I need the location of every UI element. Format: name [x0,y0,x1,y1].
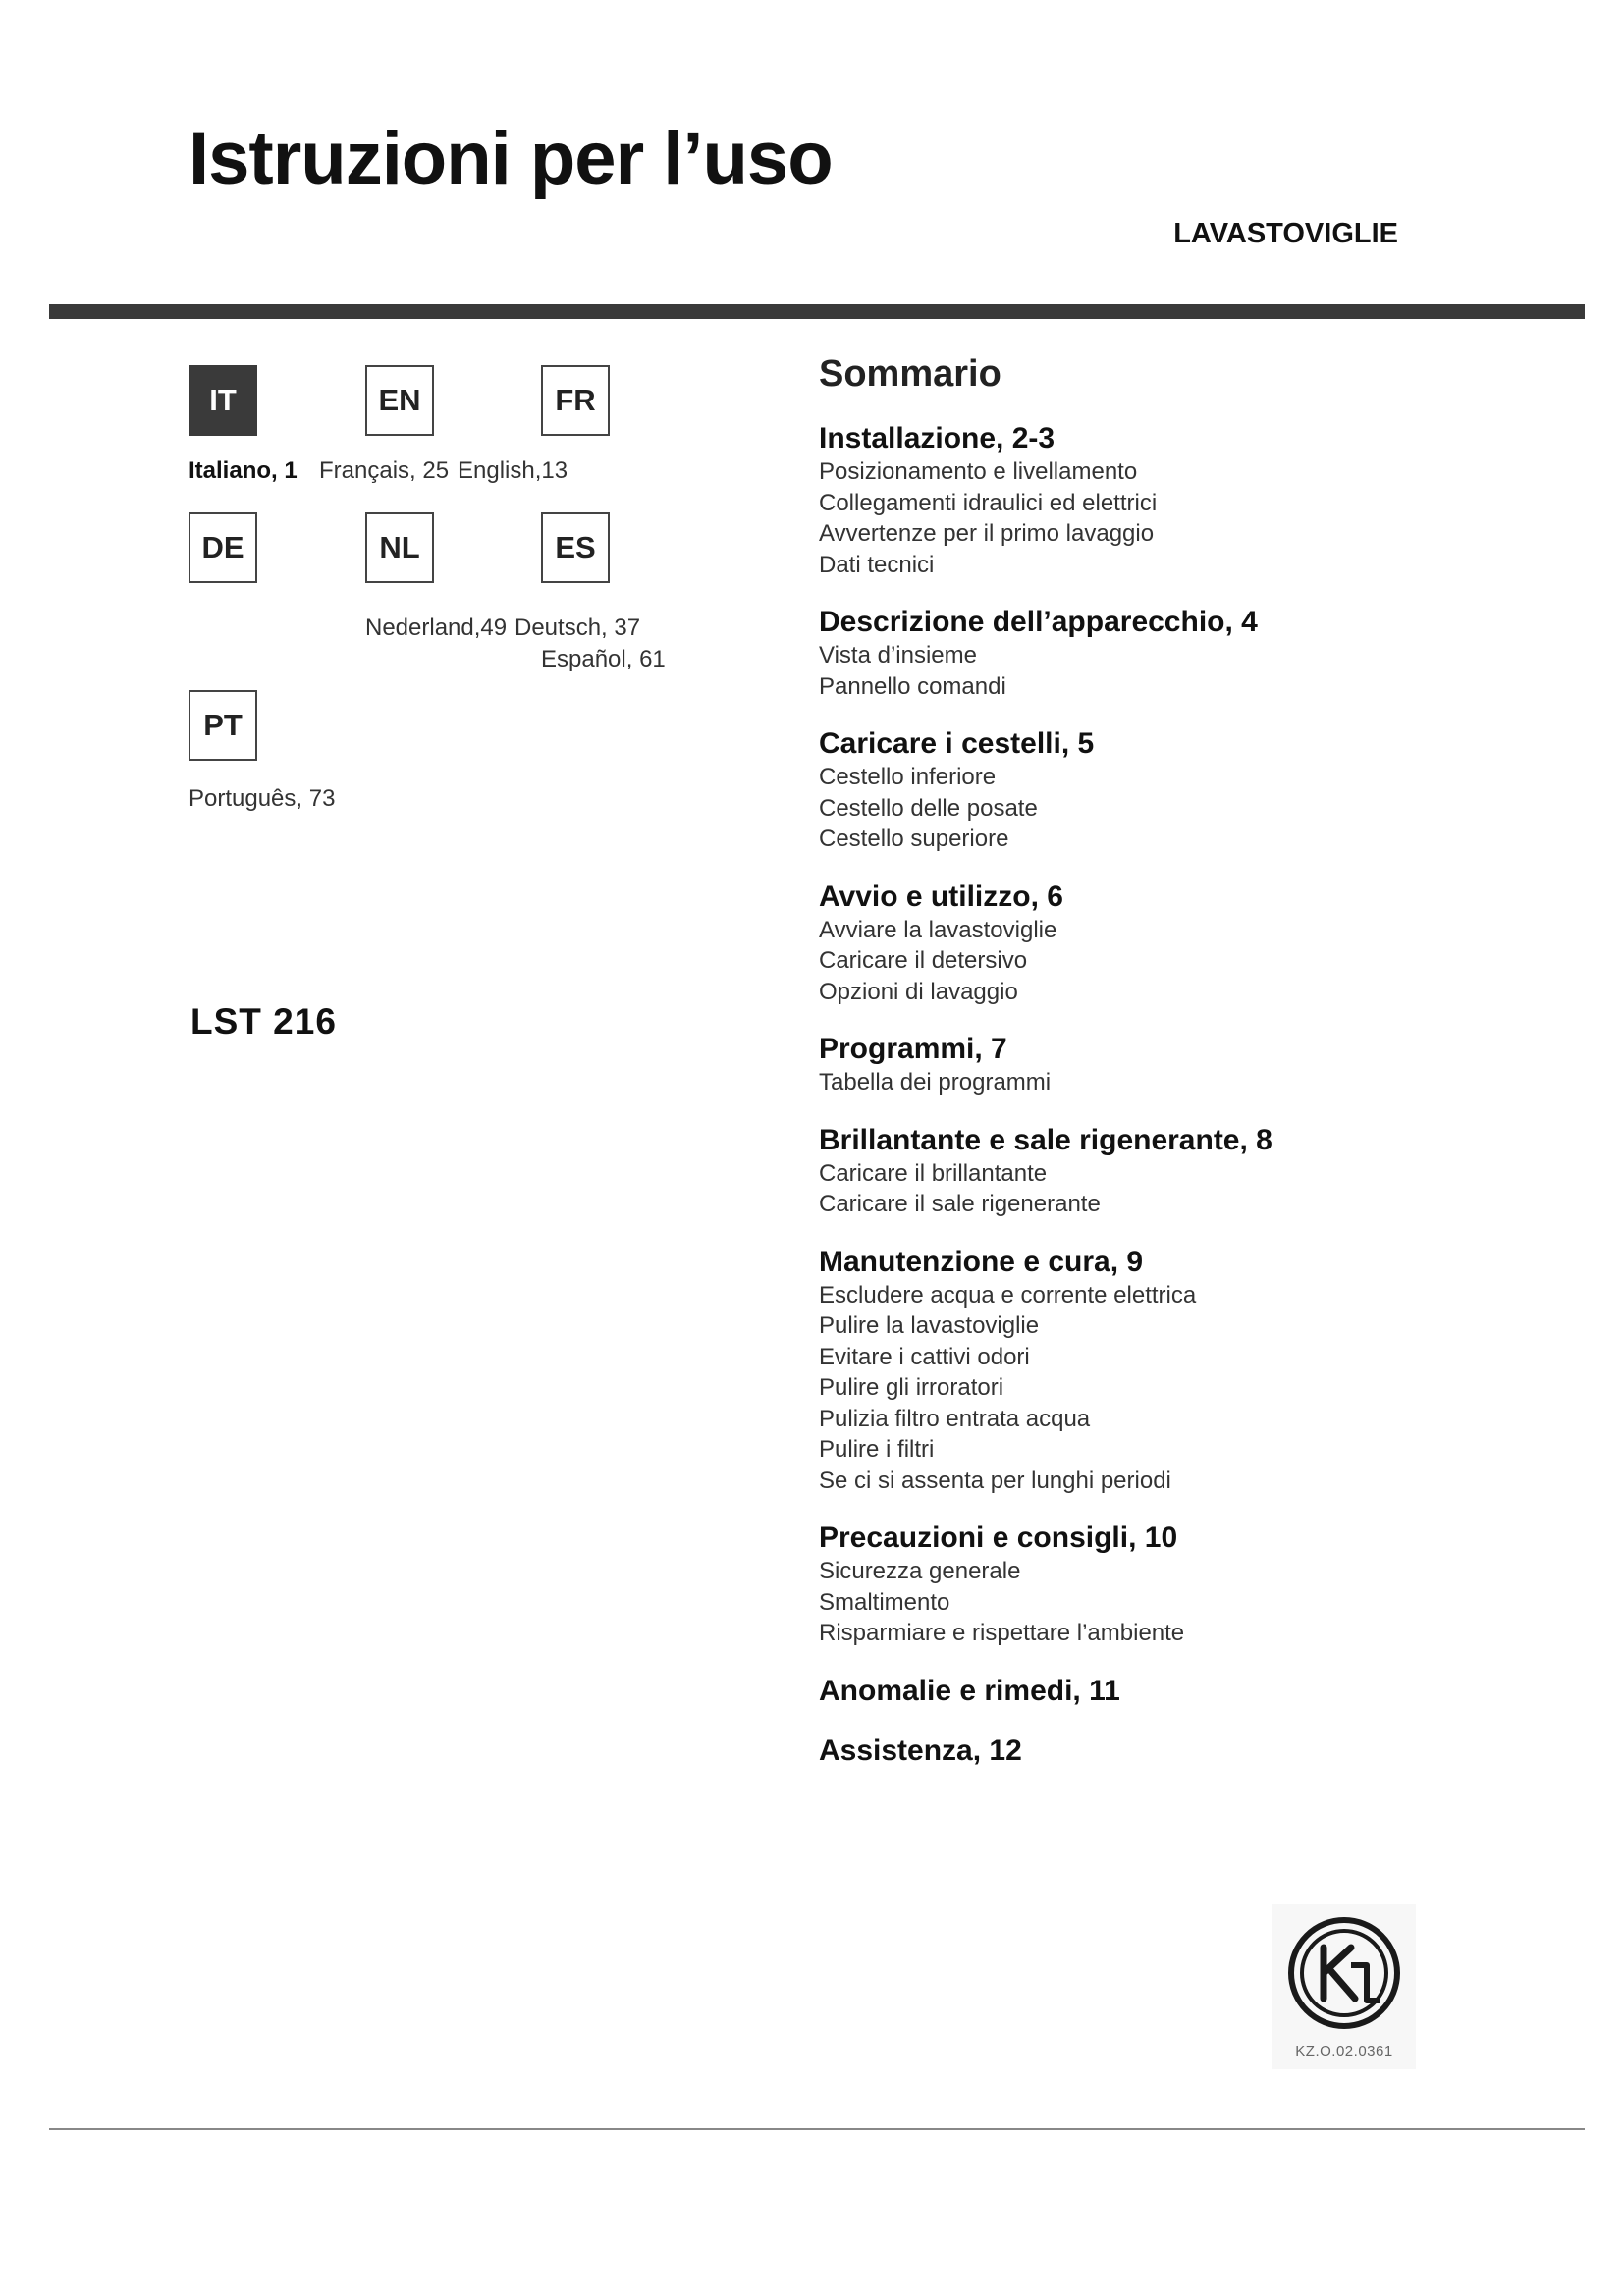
lang-box-en[interactable]: EN [365,365,434,436]
toc-item[interactable]: Risparmiare e rispettare l’ambiente [819,1620,1185,1646]
model-number: LST 216 [190,1001,337,1041]
toc-item[interactable]: Pannello comandi [819,672,1006,700]
toc-item[interactable]: Caricare il brillantante [819,1159,1048,1187]
footer-divider [49,2128,1585,2130]
lang-box-de[interactable]: DE [189,512,257,583]
table-of-contents [819,353,1565,1793]
lang-box-es[interactable]: ES [541,512,610,583]
header-divider [49,304,1585,319]
lang-label-fr[interactable]: Français, 25 [319,457,450,484]
toc-section-precauzioni [819,1521,1565,1649]
lang-box-pt[interactable]: PT [189,690,257,761]
toc-item[interactable]: Pulire la lavastoviglie [819,1312,1040,1339]
toc-item[interactable]: Collegamenti idraulici ed elettrici [819,489,1158,516]
toc-section-assistenza [819,1734,1565,1769]
toc-item[interactable]: Cestello delle posate [819,794,1038,822]
lang-label-pt[interactable]: Português, 73 [189,785,336,812]
toc-heading[interactable]: Anomalie e rimedi, 11 [819,1674,1120,1707]
certification-code: KZ.O.02.0361 [1295,2043,1393,2059]
toc-item[interactable]: Evitare i cattivi odori [819,1343,1030,1370]
toc-section-manutenzione [819,1245,1565,1497]
kg-certification-mark-icon [1272,1904,1416,2042]
toc-item[interactable]: Se ci si assenta per lunghi periodi [819,1467,1171,1494]
toc-heading[interactable]: Programmi, 7 [819,1033,1007,1065]
certification-logo [1272,1904,1416,2069]
toc-section-cestelli [819,726,1565,855]
toc-item[interactable]: Pulire gli irroratori [819,1374,1004,1401]
toc-item[interactable]: Tabella dei programmi [819,1069,1052,1095]
toc-item[interactable]: Pulire i filtri [819,1436,935,1463]
toc-heading[interactable]: Caricare i cestelli, 5 [819,727,1095,760]
lang-box-nl[interactable]: NL [365,512,434,583]
toc-section-programmi [819,1032,1565,1098]
toc-item[interactable]: Vista d’insieme [819,642,977,668]
toc-heading[interactable]: Avvio e utilizzo, 6 [819,880,1063,913]
lang-label-nl[interactable]: Nederland,49 [365,614,508,641]
lang-label-en[interactable]: English,13 [458,457,568,484]
toc-item[interactable]: Avviare la lavastoviglie [819,916,1057,943]
toc-section-anomalie [819,1674,1565,1709]
toc-item[interactable]: Avvertenze per il primo lavaggio [819,520,1155,547]
toc-item[interactable]: Cestello superiore [819,826,1009,852]
lang-label-it-name: Italiano, [189,457,278,484]
toc-heading[interactable]: Precauzioni e consigli, 10 [819,1522,1178,1554]
toc-section-brillantante [819,1123,1565,1220]
toc-heading[interactable]: Descrizione dell’apparecchio, 4 [819,606,1258,638]
toc-item[interactable]: Sicurezza generale [819,1558,1021,1584]
toc-item[interactable]: Cestello inferiore [819,764,997,790]
lang-label-it-page: 1 [284,457,298,484]
toc-item[interactable]: Caricare il sale rigenerante [819,1191,1101,1217]
toc-item[interactable]: Smaltimento [819,1588,950,1616]
toc-item[interactable]: Dati tecnici [819,551,935,578]
toc-title: Sommario [819,353,1001,395]
lang-label-it[interactable] [189,457,298,485]
toc-item[interactable]: Opzioni di lavaggio [819,978,1018,1005]
toc-heading[interactable]: Installazione, 2-3 [819,422,1056,454]
toc-section-installazione [819,421,1565,580]
toc-section-descrizione [819,605,1565,702]
toc-section-avvio [819,880,1565,1008]
lang-box-it[interactable]: IT [189,365,257,436]
lang-label-de[interactable]: Deutsch, 37 [514,614,641,641]
toc-heading[interactable]: Assistenza, 12 [819,1734,1022,1767]
lang-label-es[interactable]: Español, 61 [541,646,666,672]
product-type-label: LAVASTOVIGLIE [1173,218,1398,249]
page-title: Istruzioni per l’uso [189,117,833,200]
toc-item[interactable]: Posizionamento e livellamento [819,458,1138,485]
toc-item[interactable]: Pulizia filtro entrata acqua [819,1405,1091,1432]
toc-item[interactable]: Escludere acqua e corrente elettrica [819,1281,1197,1308]
toc-heading[interactable]: Manutenzione e cura, 9 [819,1245,1144,1278]
lang-box-fr[interactable]: FR [541,365,610,436]
toc-heading[interactable]: Brillantante e sale rigenerante, 8 [819,1123,1272,1156]
toc-item[interactable]: Caricare il detersivo [819,947,1028,974]
